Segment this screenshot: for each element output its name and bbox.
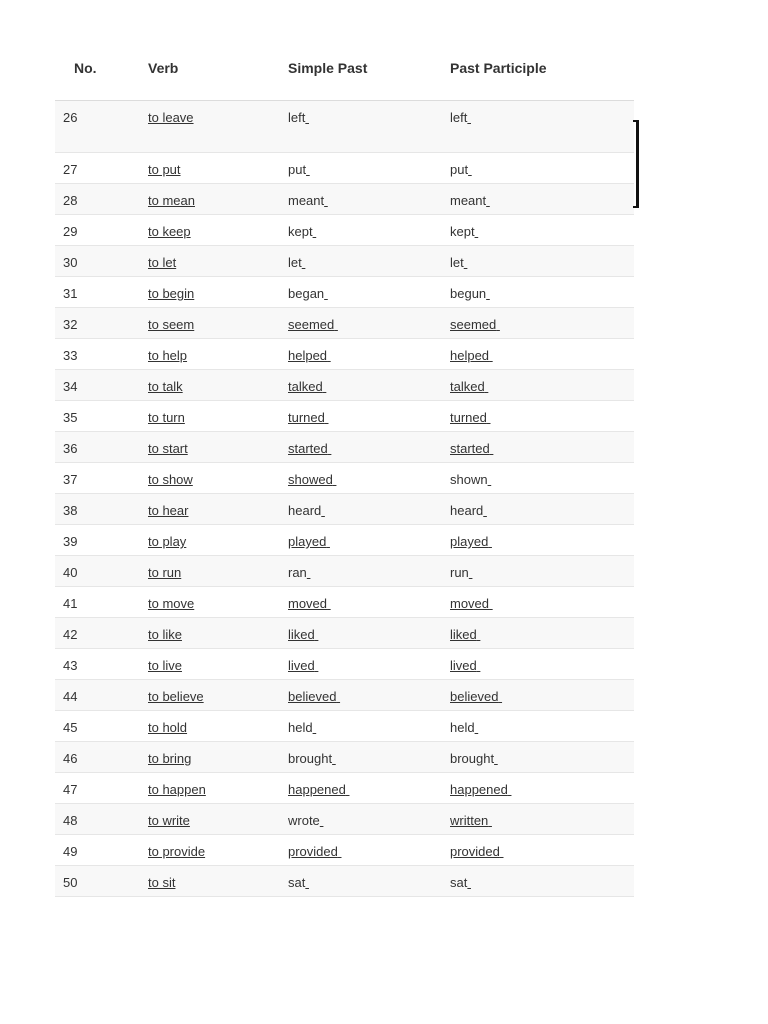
past-participle-link[interactable]: written: [450, 813, 489, 828]
row-number: 45: [63, 720, 78, 735]
simple-past-text: heard: [288, 503, 322, 518]
row-number: 47: [63, 782, 78, 797]
simple-past-cell: [288, 193, 450, 208]
simple-past-link[interactable]: liked: [288, 627, 315, 642]
verb-cell: [148, 844, 288, 859]
past-participle-text: heard: [450, 503, 484, 518]
row-number: 29: [63, 224, 78, 239]
row-number: 33: [63, 348, 78, 363]
simple-past-cell: [288, 224, 450, 239]
simple-past-text: let: [288, 255, 302, 270]
table-row: [55, 308, 634, 339]
verb-link[interactable]: to move: [148, 596, 195, 611]
simple-past-cell: [288, 348, 450, 363]
past-participle-cell: [450, 844, 634, 859]
past-participle-link[interactable]: provided: [450, 844, 500, 859]
simple-past-text: kept: [288, 224, 313, 239]
audio-link-marker[interactable]: [334, 317, 338, 332]
verb-cell: [148, 596, 288, 611]
audio-link-marker[interactable]: [494, 751, 498, 766]
table-header: [55, 36, 634, 101]
past-participle-cell: [450, 410, 634, 425]
simple-past-cell: [288, 410, 450, 425]
past-participle-text: begun: [450, 286, 487, 301]
row-number: 38: [63, 503, 78, 518]
verb-link[interactable]: to live: [148, 658, 182, 673]
audio-link-marker[interactable]: [475, 720, 479, 735]
audio-link-marker[interactable]: [486, 286, 490, 301]
row-number: 35: [63, 410, 78, 425]
verb-cell: [148, 720, 288, 735]
simple-past-text: meant: [288, 193, 325, 208]
verb-link[interactable]: to start: [148, 441, 188, 456]
audio-link-marker[interactable]: [477, 658, 481, 673]
past-participle-cell: [450, 627, 634, 642]
verb-link[interactable]: to keep: [148, 224, 191, 239]
verb-link[interactable]: to like: [148, 627, 182, 642]
table-row: [55, 556, 634, 587]
simple-past-cell: [288, 441, 450, 456]
verb-cell: [148, 565, 288, 580]
row-number: 28: [63, 193, 78, 208]
past-participle-cell: [450, 162, 634, 177]
audio-link-marker[interactable]: [307, 565, 311, 580]
row-number: 34: [63, 379, 78, 394]
row-number: 46: [63, 751, 78, 766]
simple-past-text: began: [288, 286, 325, 301]
verb-cell: [148, 689, 288, 704]
past-participle-cell: [450, 596, 634, 611]
simple-past-cell: [288, 751, 450, 766]
simple-past-cell: [288, 255, 450, 270]
past-participle-cell: [450, 782, 634, 797]
simple-past-cell: [288, 565, 450, 580]
verb-cell: [148, 410, 288, 425]
simple-past-link[interactable]: played: [288, 534, 327, 549]
verb-link[interactable]: to show: [148, 472, 193, 487]
verb-link[interactable]: to put: [148, 162, 181, 177]
past-participle-cell: [450, 720, 634, 735]
simple-past-link[interactable]: started: [288, 441, 328, 456]
row-number: 40: [63, 565, 78, 580]
simple-past-link[interactable]: happened: [288, 782, 346, 797]
header-no: No.: [74, 60, 97, 76]
verb-cell: [148, 534, 288, 549]
simple-past-cell: [288, 627, 450, 642]
simple-past-link[interactable]: helped: [288, 348, 328, 363]
audio-link-marker[interactable]: [487, 410, 491, 425]
audio-link-marker[interactable]: [469, 565, 473, 580]
verb-cell: [148, 379, 288, 394]
past-participle-link[interactable]: lived: [450, 658, 477, 673]
verb-cell: [148, 472, 288, 487]
simple-past-cell: [288, 596, 450, 611]
audio-link-marker[interactable]: [305, 110, 309, 125]
row-number: 30: [63, 255, 78, 270]
audio-link-marker[interactable]: [490, 441, 494, 456]
past-participle-cell: [450, 751, 634, 766]
row-number: 26: [63, 110, 78, 125]
row-number: 32: [63, 317, 78, 332]
table-row: [55, 463, 634, 494]
simple-past-cell: [288, 379, 450, 394]
simple-past-text: sat: [288, 875, 306, 890]
simple-past-cell: [288, 534, 450, 549]
audio-link-marker[interactable]: [305, 875, 309, 890]
simple-past-cell: [288, 782, 450, 797]
verb-cell: [148, 224, 288, 239]
header-past-participle: Past Participle: [450, 60, 547, 76]
audio-link-marker[interactable]: [468, 162, 472, 177]
past-participle-cell: [450, 813, 634, 828]
verb-link[interactable]: to write: [148, 813, 190, 828]
audio-link-marker[interactable]: [477, 627, 481, 642]
table-row: [55, 184, 634, 215]
past-participle-link[interactable]: liked: [450, 627, 477, 642]
audio-link-marker[interactable]: [500, 844, 504, 859]
simple-past-text: left: [288, 110, 306, 125]
past-participle-cell: [450, 472, 634, 487]
verb-cell: [148, 255, 288, 270]
verb-link[interactable]: to seem: [148, 317, 195, 332]
audio-link-marker[interactable]: [327, 596, 331, 611]
verb-link[interactable]: to provide: [148, 844, 206, 859]
audio-link-marker[interactable]: [338, 844, 342, 859]
table-row: [55, 432, 634, 463]
verb-cell: [148, 875, 288, 890]
audio-link-marker[interactable]: [489, 348, 493, 363]
audio-link-marker[interactable]: [508, 782, 512, 797]
past-participle-link[interactable]: started: [450, 441, 490, 456]
audio-link-marker[interactable]: [315, 658, 319, 673]
past-participle-cell: [450, 224, 634, 239]
table-row: [55, 742, 634, 773]
audio-link-marker[interactable]: [488, 534, 492, 549]
row-number: 42: [63, 627, 78, 642]
row-number: 48: [63, 813, 78, 828]
table-row: [55, 153, 634, 184]
audio-link-marker[interactable]: [346, 782, 350, 797]
past-participle-link[interactable]: moved: [450, 596, 490, 611]
simple-past-link[interactable]: talked: [288, 379, 323, 394]
header-verb: Verb: [148, 60, 179, 76]
table-row: [55, 618, 634, 649]
audio-link-marker[interactable]: [467, 110, 471, 125]
simple-past-cell: [288, 503, 450, 518]
simple-past-cell: [288, 689, 450, 704]
audio-link-marker[interactable]: [464, 255, 468, 270]
audio-link-marker[interactable]: [488, 813, 492, 828]
audio-link-marker[interactable]: [332, 751, 336, 766]
verb-cell: [148, 110, 288, 125]
past-participle-link[interactable]: talked: [450, 379, 485, 394]
simple-past-link[interactable]: seemed: [288, 317, 335, 332]
audio-link-marker[interactable]: [302, 255, 306, 270]
past-participle-cell: [450, 255, 634, 270]
table-row: [55, 101, 634, 153]
row-number: 43: [63, 658, 78, 673]
audio-link-marker[interactable]: [486, 193, 490, 208]
past-participle-link[interactable]: believed: [450, 689, 499, 704]
verb-link[interactable]: to bring: [148, 751, 192, 766]
row-number: 49: [63, 844, 78, 859]
simple-past-cell: [288, 162, 450, 177]
audio-link-marker[interactable]: [328, 441, 332, 456]
audio-link-marker[interactable]: [315, 627, 319, 642]
verb-link[interactable]: to hold: [148, 720, 188, 735]
table-row: [55, 246, 634, 277]
table-row: [55, 680, 634, 711]
past-participle-cell: [450, 689, 634, 704]
table-row: [55, 525, 634, 556]
verb-cell: [148, 751, 288, 766]
past-participle-text: kept: [450, 224, 475, 239]
audio-link-marker[interactable]: [488, 472, 492, 487]
simple-past-cell: [288, 658, 450, 673]
verb-link[interactable]: to turn: [148, 410, 185, 425]
audio-link-marker[interactable]: [313, 720, 317, 735]
audio-link-marker[interactable]: [485, 379, 489, 394]
past-participle-cell: [450, 565, 634, 580]
verb-link[interactable]: to begin: [148, 286, 195, 301]
audio-link-marker[interactable]: [333, 472, 337, 487]
past-participle-text: put: [450, 162, 469, 177]
simple-past-cell: [288, 844, 450, 859]
audio-link-marker[interactable]: [475, 224, 479, 239]
table-row: [55, 773, 634, 804]
simple-past-text: ran: [288, 565, 307, 580]
past-participle-link[interactable]: played: [450, 534, 489, 549]
table-row: [55, 804, 634, 835]
audio-link-marker[interactable]: [320, 813, 324, 828]
table-row: [55, 835, 634, 866]
past-participle-cell: [450, 534, 634, 549]
verb-link[interactable]: to let: [148, 255, 177, 270]
verb-link[interactable]: to happen: [148, 782, 206, 797]
row-number: 50: [63, 875, 78, 890]
table-row: [55, 866, 634, 897]
past-participle-text: meant: [450, 193, 487, 208]
past-participle-cell: [450, 110, 634, 125]
audio-link-marker[interactable]: [324, 286, 328, 301]
past-participle-cell: [450, 286, 634, 301]
verb-cell: [148, 813, 288, 828]
simple-past-cell: [288, 875, 450, 890]
past-participle-link[interactable]: turned: [450, 410, 487, 425]
row-number: 27: [63, 162, 78, 177]
simple-past-cell: [288, 286, 450, 301]
simple-past-cell: [288, 813, 450, 828]
verb-link[interactable]: to hear: [148, 503, 189, 518]
table-row: [55, 215, 634, 246]
simple-past-cell: [288, 317, 450, 332]
past-participle-text: left: [450, 110, 468, 125]
simple-past-text: held: [288, 720, 313, 735]
simple-past-text: wrote: [288, 813, 320, 828]
row-number: 36: [63, 441, 78, 456]
row-number: 31: [63, 286, 78, 301]
simple-past-link[interactable]: provided: [288, 844, 338, 859]
past-participle-cell: [450, 658, 634, 673]
verb-link[interactable]: to believe: [148, 689, 204, 704]
verb-cell: [148, 193, 288, 208]
verb-link[interactable]: to leave: [148, 110, 194, 125]
verb-cell: [148, 658, 288, 673]
audio-link-marker[interactable]: [323, 379, 327, 394]
simple-past-link[interactable]: turned: [288, 410, 325, 425]
table-row: [55, 649, 634, 680]
verb-cell: [148, 503, 288, 518]
audio-link-marker[interactable]: [498, 689, 502, 704]
header-simple-past: Simple Past: [288, 60, 368, 76]
verb-cell: [148, 286, 288, 301]
past-participle-link[interactable]: happened: [450, 782, 508, 797]
verb-cell: [148, 317, 288, 332]
table-row: [55, 277, 634, 308]
simple-past-text: brought: [288, 751, 333, 766]
table-row: [55, 339, 634, 370]
past-participle-link[interactable]: helped: [450, 348, 490, 363]
audio-link-marker[interactable]: [324, 193, 328, 208]
table-row: [55, 401, 634, 432]
audio-link-marker[interactable]: [327, 348, 331, 363]
past-participle-cell: [450, 441, 634, 456]
past-participle-cell: [450, 317, 634, 332]
past-participle-cell: [450, 379, 634, 394]
audio-link-marker[interactable]: [306, 162, 310, 177]
row-number: 41: [63, 596, 78, 611]
past-participle-cell: [450, 503, 634, 518]
table-row: [55, 711, 634, 742]
audio-link-marker[interactable]: [489, 596, 493, 611]
verb-cell: [148, 162, 288, 177]
verb-link[interactable]: to talk: [148, 379, 183, 394]
simple-past-link[interactable]: believed: [288, 689, 337, 704]
verb-link[interactable]: to run: [148, 565, 182, 580]
verb-link[interactable]: to play: [148, 534, 187, 549]
verb-cell: [148, 782, 288, 797]
past-participle-cell: [450, 348, 634, 363]
row-number: 44: [63, 689, 78, 704]
verb-cell: [148, 441, 288, 456]
simple-past-link[interactable]: showed: [288, 472, 333, 487]
verb-table: [55, 36, 634, 897]
audio-link-marker[interactable]: [336, 689, 340, 704]
audio-link-marker[interactable]: [313, 224, 317, 239]
audio-link-marker[interactable]: [326, 534, 330, 549]
simple-past-cell: [288, 720, 450, 735]
row-number: 37: [63, 472, 78, 487]
simple-past-cell: [288, 472, 450, 487]
audio-link-marker[interactable]: [483, 503, 487, 518]
table-body: [55, 101, 634, 897]
verb-cell: [148, 348, 288, 363]
selection-bracket: [633, 120, 639, 208]
audio-link-marker[interactable]: [325, 410, 329, 425]
simple-past-cell: [288, 110, 450, 125]
past-participle-cell: [450, 875, 634, 890]
verb-link[interactable]: to help: [148, 348, 188, 363]
past-participle-text: let: [450, 255, 464, 270]
past-participle-text: held: [450, 720, 475, 735]
audio-link-marker[interactable]: [467, 875, 471, 890]
past-participle-text: shown: [450, 472, 488, 487]
verb-link[interactable]: to mean: [148, 193, 195, 208]
past-participle-text: brought: [450, 751, 495, 766]
verb-link[interactable]: to sit: [148, 875, 176, 890]
past-participle-cell: [450, 193, 634, 208]
table-row: [55, 494, 634, 525]
simple-past-text: put: [288, 162, 307, 177]
past-participle-text: sat: [450, 875, 468, 890]
verb-cell: [148, 627, 288, 642]
audio-link-marker[interactable]: [321, 503, 325, 518]
table-row: [55, 370, 634, 401]
past-participle-text: run: [450, 565, 469, 580]
simple-past-link[interactable]: moved: [288, 596, 328, 611]
past-participle-link[interactable]: seemed: [450, 317, 497, 332]
table-row: [55, 587, 634, 618]
audio-link-marker[interactable]: [496, 317, 500, 332]
simple-past-link[interactable]: lived: [288, 658, 315, 673]
row-number: 39: [63, 534, 78, 549]
